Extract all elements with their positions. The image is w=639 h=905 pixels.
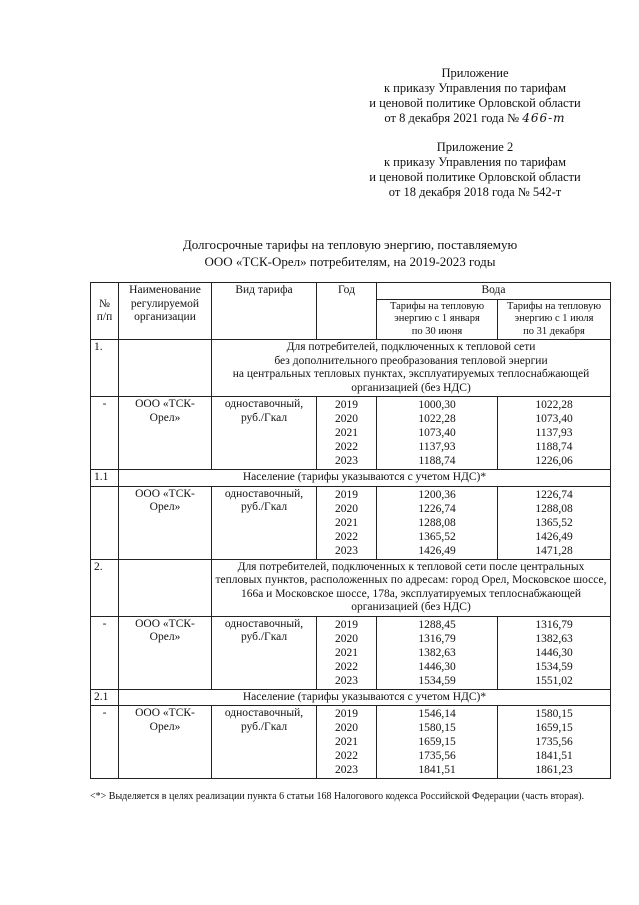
appendix2-header (330, 140, 620, 200)
row-num: - (91, 616, 119, 689)
tariff-h1-cell: 1546,14 1580,15 1659,15 1735,56 1841,51 (377, 706, 498, 779)
col-h1-header: Тарифы на тепловую энергию с 1 января по 30 июня (377, 299, 498, 340)
title-line: Долгосрочные тарифы на тепловую энергию, поставляемую (182, 237, 518, 252)
col-type-header: Вид тарифа (212, 283, 317, 340)
years-cell: 2019 2020 2021 2022 2023 (317, 397, 377, 470)
tariff-table (90, 282, 611, 779)
org-cell: ООО «ТСК- Орел» (119, 397, 212, 470)
tariff-h2-cell: 1580,15 1659,15 1735,56 1841,51 1861,23 (498, 706, 611, 779)
years-cell: 2019 2020 2021 2022 2023 (317, 486, 377, 559)
tariff-type-cell: одноставочный, руб./Гкал (212, 706, 317, 779)
years-cell: 2019 2020 2021 2022 2023 (317, 706, 377, 779)
section-row (91, 470, 611, 487)
section-row (91, 689, 611, 706)
row-num (91, 486, 119, 559)
section-num: 1. (91, 340, 119, 397)
empty-cell (119, 340, 212, 397)
footnote: <*> Выделяется в целях реализации пункта 6 статьи 168 Налогового кодекса Российской Федерации (часть вторая). (90, 791, 585, 802)
col-org-header: Наименование регулируемой организации (119, 283, 212, 340)
section-description: Население (тарифы указываются с учетом НДС)* (119, 689, 611, 706)
tariff-h2-cell: 1022,28 1073,40 1137,93 1188,74 1226,06 (498, 397, 611, 470)
section-description: Для потребителей, подключенных к тепловой сети без дополнительного преобразования тепловой энергии на центральных тепловых пунктах, эксплуатируемых теплоснабжающей организацией (без НДС) (212, 340, 611, 397)
header-line: к приказу Управления по тарифам (383, 81, 567, 95)
tariff-h2-cell: 1316,79 1382,63 1446,30 1534,59 1551,02 (498, 616, 611, 689)
header-line: и ценовой политике Орловской области (369, 170, 581, 184)
tariff-h1-cell: 1000,30 1022,28 1073,40 1137,93 1188,74 (377, 397, 498, 470)
years-cell: 2019 2020 2021 2022 2023 (317, 616, 377, 689)
table-row (91, 397, 611, 470)
header-line: и ценовой политике Орловской области (369, 96, 581, 110)
table-row (91, 616, 611, 689)
tariff-type-cell: одноставочный, руб./Гкал (212, 397, 317, 470)
header-line: от 18 декабря 2018 года № 542-т (388, 185, 562, 199)
org-cell: ООО «ТСК- Орел» (119, 486, 212, 559)
col-water-header: Вода (377, 283, 611, 300)
title-line: ООО «ТСК-Орел» потребителям, на 2019-2023 годы (204, 254, 496, 269)
section-description: Для потребителей, подключенных к тепловой сети после центральных тепловых пунктов, расположенных по адресам: город Орел, Московское шоссе, 166а и Московское шоссе, 178а, эксплуатируемых теплоснабжающей организацией (без НДС) (212, 559, 611, 616)
section-row (91, 340, 611, 397)
handwritten-order-number: 466-т (522, 111, 566, 125)
org-cell: ООО «ТСК- Орел» (119, 616, 212, 689)
appendix-header (330, 66, 620, 126)
table-header-row (91, 283, 611, 300)
section-description: Население (тарифы указываются с учетом НДС)* (119, 470, 611, 487)
header-line (330, 111, 620, 126)
col-h2-header: Тарифы на тепловую энергию с 1 июля по 31 декабря (498, 299, 611, 340)
empty-cell (119, 559, 212, 616)
org-cell: ООО «ТСК- Орел» (119, 706, 212, 779)
section-num: 2. (91, 559, 119, 616)
tariff-h1-cell: 1288,45 1316,79 1382,63 1446,30 1534,59 (377, 616, 498, 689)
tariff-h2-cell: 1226,74 1288,08 1365,52 1426,49 1471,28 (498, 486, 611, 559)
table-row (91, 706, 611, 779)
tariff-h1-cell: 1200,36 1226,74 1288,08 1365,52 1426,49 (377, 486, 498, 559)
header-line: к приказу Управления по тарифам (383, 155, 567, 169)
order-date: от 8 декабря 2021 года № (384, 111, 520, 125)
header-line: Приложение 2 (436, 140, 514, 154)
section-num: 1.1 (91, 470, 119, 487)
document-title (90, 236, 610, 270)
row-num: - (91, 706, 119, 779)
row-num: - (91, 397, 119, 470)
section-row (91, 559, 611, 616)
header-line: Приложение (441, 66, 509, 80)
tariff-type-cell: одноставочный, руб./Гкал (212, 616, 317, 689)
col-year-header: Год (317, 283, 377, 340)
tariff-type-cell: одноставочный, руб./Гкал (212, 486, 317, 559)
section-num: 2.1 (91, 689, 119, 706)
col-num-header: № п/п (91, 283, 119, 340)
table-row (91, 486, 611, 559)
